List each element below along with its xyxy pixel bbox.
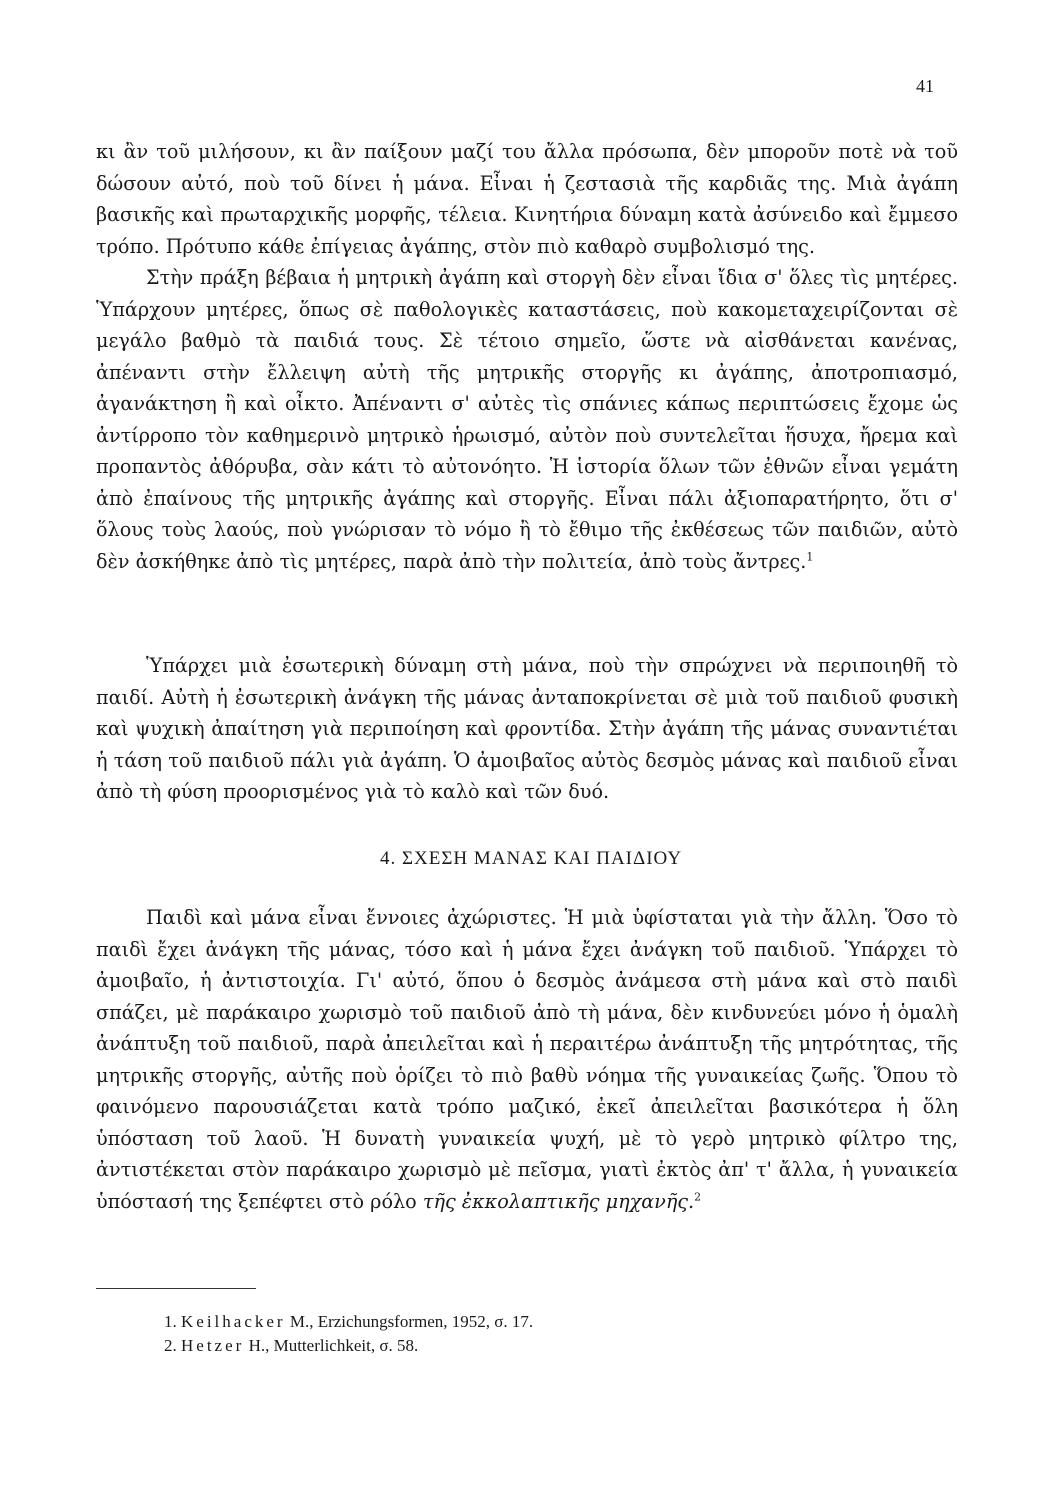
footnote-author: Hetzer	[181, 1336, 245, 1355]
body-text-section	[96, 902, 958, 1217]
section-heading: 4. ΣΧΕΣΗ ΜΑΝΑΣ ΚΑΙ ΠΑΙΔΙΟΥ	[379, 848, 683, 869]
footnote-2	[164, 1334, 533, 1358]
body-text-middle	[96, 650, 958, 808]
footnote-initial: H.,	[248, 1336, 270, 1355]
footnote-author: Keilhacker	[181, 1312, 286, 1331]
body-text-upper	[96, 136, 958, 577]
paragraph-maternal-love-text: Στὴν πράξη βέβαια ἡ μητρικὴ ἀγάπη καὶ στοργὴ δὲν εἶναι ἴδια σ' ὅλες τὶς μητέρες. Ὑπάρχουν μητέρες, ὅπως σὲ παθολογικὲς καταστάσεις, ποὺ κακομεταχειρίζονται σὲ μεγάλο βαθμὸ τὰ παιδιά τους. Σὲ τέτοιο σημεῖο, ὥστε νὰ αἰσθάνεται κανένας, ἀπέναντι στὴν ἔλλειψη αὐτὴ τῆς μητρικῆς στοργῆς κι ἀγάπης, ἀποτροπιασμό, ἀγανάκτηση ἢ καὶ οἶκτο. Ἀπέναντι σ' αὐτὲς τὶς σπάνιες κάπως περιπτώσεις ἔχομε ὡς ἀντίρροπο τὸν καθημερινὸ μητρικὸ ἡρωισμό, αὐτὸν ποὺ συντελεῖται ἥσυχα, ἤρεμα καὶ προπαντὸς ἀθόρυβα, σὰν κάτι τὸ αὐτονόητο. Ἡ ἱστορία ὅλων τῶν ἐθνῶν εἶναι γεμάτη ἀπὸ ἐπαίνους τῆς μητρικῆς ἀγάπης καὶ στοργῆς. Εἶναι πάλι ἀξιοπαρατήρητο, ὅτι σ' ὅλους τοὺς λαούς, ποὺ γνώρισαν τὸ νόμο ἢ τὸ ἔθιμο τῆς ἐκθέσεως τῶν παιδιῶν, αὐτὸ δὲν ἀσκήθηκε ἀπὸ τὶς μητέρες, παρὰ ἀπὸ τὴν πολιτεία, ἀπὸ τοὺς ἄντρες.	[96, 266, 958, 573]
footnote-number: 1.	[164, 1312, 177, 1331]
paragraph-child-and-mother	[96, 902, 958, 1217]
paragraph-inner-force: Ὑπάρχει μιὰ ἐσωτερικὴ δύναμη στὴ μάνα, ποὺ τὴν σπρώχνει νὰ περιποιηθῆ τὸ παιδί. Αὐτὴ ἡ ἐσωτερικὴ ἀνάγκη τῆς μάνας ἀνταποκρίνεται σὲ μιὰ τοῦ παιδιοῦ φυσικὴ καὶ ψυχικὴ ἀπαίτηση γιὰ περιποίηση καὶ φροντίδα. Στὴν ἀγάπη τῆς μάνας συναντιέται ἡ τάση τοῦ παιδιοῦ πάλι γιὰ ἀγάπη. Ὁ ἀμοιβαῖος αὐτὸς δεσμὸς μάνας καὶ παιδιοῦ εἶναι ἀπὸ τὴ φύση προορισμένος γιὰ τὸ καλὸ καὶ τῶν δυό.	[96, 654, 958, 803]
italic-phrase: τῆς ἐκκολαπτικῆς μηχανῆς.	[422, 1189, 695, 1213]
paragraph-continued: κι ἂν τοῦ μιλήσουν, κι ἂν παίξουν μαζί του ἄλλα πρόσωπα, δὲν μποροῦν ποτὲ νὰ τοῦ δώσουν αὐτό, ποὺ τοῦ δίνει ἡ μάνα. Εἶναι ἡ ζεστασιὰ τῆς καρδιᾶς της. Μιὰ ἀγάπη βασικῆς καὶ πρωταρχικῆς μορφῆς, τέλεια. Κινητήρια δύναμη κατὰ ἀσύνειδο καὶ ἔμμεσο τρόπο. Πρότυπο κάθε ἐπίγειας ἀγάπης, στὸν πιὸ καθαρὸ συμβολισμό της.	[96, 140, 958, 258]
footnote-initial: M.,	[289, 1312, 314, 1331]
footnotes	[164, 1310, 533, 1358]
footnote-divider	[96, 1288, 256, 1289]
paragraph-maternal-love	[96, 262, 958, 577]
footnote-1	[164, 1310, 533, 1334]
footnote-number: 2.	[164, 1336, 177, 1355]
footnote-source: Erzichungsformen, 1952, σ. 17.	[317, 1312, 534, 1331]
footnote-ref-1[interactable]: 1	[806, 550, 814, 564]
paragraph-child-and-mother-text: Παιδὶ καὶ μάνα εἶναι ἔννοιες ἀχώριστες. Ἡ μιὰ ὑφίσταται γιὰ τὴν ἄλλη. Ὅσο τὸ παιδὶ ἔχει ἀνάγκη τῆς μάνας, τόσο καὶ ἡ μάνα ἔχει ἀνάγκη τοῦ παιδιοῦ. Ὑπάρχει τὸ ἀμοιβαῖο, ἡ ἀντιστοιχία. Γι' αὐτό, ὅπου ὁ δεσμὸς ἀνάμεσα στὴ μάνα καὶ στὸ παιδὶ σπάζει, μὲ παράκαιρο χωρισμὸ τοῦ παιδιοῦ ἀπὸ τὴ μάνα, δὲν κινδυνεύει μόνο ἡ ὁμαλὴ ἀνάπτυξη τοῦ παιδιοῦ, παρὰ ἀπειλεῖται καὶ ἡ περαιτέρω ἀνάπτυξη τῆς μητρότητας, τῆς μητρικῆς στοργῆς, αὐτῆς ποὺ ὁρίζει τὸ πιὸ βαθὺ νόημα τῆς γυναικείας ζωῆς. Ὅπου τὸ φαινόμενο παρουσιάζεται κατὰ τρόπο μαζικό, ἐκεῖ ἀπειλεῖται βασικότερα ἡ ὅλη ὑπόσταση τοῦ λαοῦ. Ἡ δυνατὴ γυναικεία ψυχή, μὲ τὸ γερὸ μητρικὸ φίλτρο της, ἀντιστέκεται στὸν παράκαιρο χωρισμὸ μὲ πεῖσμα, γιατὶ ἐκτὸς ἀπ' τ' ἄλλα, ἡ γυναικεία ὑπόστασή της ξεπέφτει στὸ ρόλο	[96, 906, 958, 1213]
footnote-ref-2[interactable]: 2	[694, 1190, 702, 1204]
footnote-source: Mutterlichkeit, σ. 58.	[273, 1336, 419, 1355]
page-number: 41	[916, 76, 934, 96]
